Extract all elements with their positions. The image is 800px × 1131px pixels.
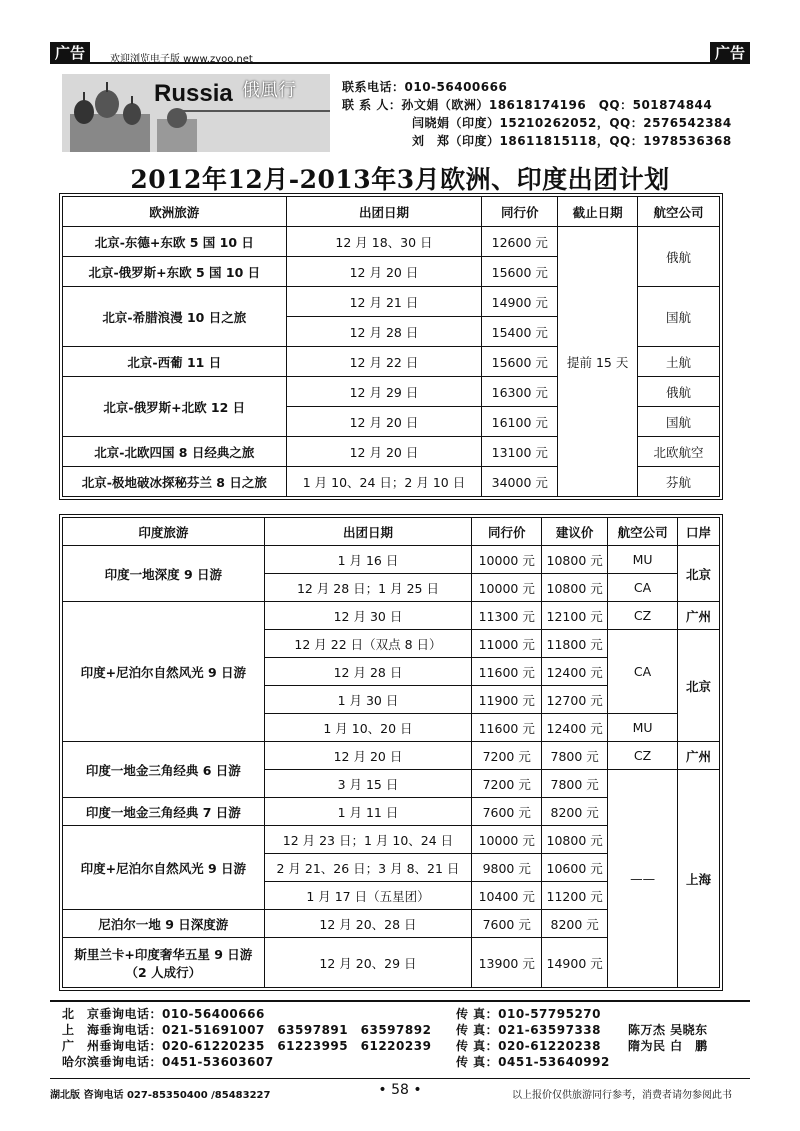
port-cell: 北京 xyxy=(678,630,720,742)
price-cell: 11300 元 xyxy=(472,602,542,630)
welcome-text: 欢迎浏览电子版 www.zyoo.net xyxy=(110,54,253,65)
hotline-beijing: 北 京垂询电话：010-56400666 xyxy=(62,1007,265,1021)
table-row xyxy=(63,546,720,574)
price-cell: 11900 元 xyxy=(472,686,542,714)
footer-left: 湖北版 咨询电话 027-85350400 /85483227 xyxy=(50,1090,271,1101)
port-cell: 北京 xyxy=(678,546,720,602)
airline-cell: CA xyxy=(608,630,678,714)
date-cell: 12 月 30 日 xyxy=(264,602,472,630)
ad-label-left: 广告 xyxy=(50,42,90,64)
date-cell: 12 月 22 日（双点 8 日） xyxy=(264,630,472,658)
hotline-harbin: 哈尔滨垂询电话：0451-53603607 xyxy=(62,1055,274,1069)
suggest-cell: 8200 元 xyxy=(542,910,608,938)
suggest-cell: 12700 元 xyxy=(542,686,608,714)
date-cell: 12 月 23 日；1 月 10、24 日 xyxy=(264,826,472,854)
port-cell: 上海 xyxy=(678,770,720,988)
suggest-cell: 10800 元 xyxy=(542,826,608,854)
header-europe-price: 同行价 xyxy=(482,197,558,227)
hotline-guangzhou: 广 州垂询电话：020-61220235 61223995 61220239 xyxy=(62,1039,432,1053)
contact-person-3: 刘 郑（印度）18611815118，QQ：1978536368 xyxy=(412,134,732,148)
header-india-price: 同行价 xyxy=(472,518,542,546)
date-cell: 12 月 29 日 xyxy=(286,377,482,407)
logo-text: Russia xyxy=(154,80,233,107)
header-europe-deadline: 截止日期 xyxy=(558,197,638,227)
price-cell: 13100 元 xyxy=(482,437,558,467)
date-cell: 2 月 21、26 日；3 月 8、21 日 xyxy=(264,854,472,882)
page-title: 2012年12月-2013年3月欧洲、印度出团计划 xyxy=(130,165,670,194)
suggest-cell: 8200 元 xyxy=(542,798,608,826)
suggest-cell: 7800 元 xyxy=(542,742,608,770)
route-cell: 印度+尼泊尔自然风光 9 日游 xyxy=(63,602,265,742)
logo-subtext: 俄風行 xyxy=(242,80,296,101)
footer-divider xyxy=(50,1078,750,1079)
price-cell: 7200 元 xyxy=(472,742,542,770)
table-row xyxy=(63,602,720,630)
suggest-cell: 14900 元 xyxy=(542,938,608,988)
airline-cell: CZ xyxy=(608,602,678,630)
port-cell: 广州 xyxy=(678,602,720,630)
date-cell: 12 月 28 日；1 月 25 日 xyxy=(264,574,472,602)
price-cell: 16100 元 xyxy=(482,407,558,437)
suggest-cell: 12400 元 xyxy=(542,714,608,742)
suggest-cell: 10800 元 xyxy=(542,574,608,602)
date-cell: 1 月 17 日（五星团） xyxy=(264,882,472,910)
route-cell: 北京-北欧四国 8 日经典之旅 xyxy=(63,437,287,467)
ad-label-right: 广告 xyxy=(710,42,750,64)
price-cell: 7600 元 xyxy=(472,798,542,826)
suggest-cell: 11800 元 xyxy=(542,630,608,658)
date-cell: 3 月 15 日 xyxy=(264,770,472,798)
airline-cell: MU xyxy=(608,546,678,574)
route-cell: 印度一地金三角经典 6 日游 xyxy=(63,742,265,798)
fax-guangzhou: 传 真：020-61220238 xyxy=(456,1039,602,1053)
route-cell: 北京-西葡 11 日 xyxy=(63,347,287,377)
suggest-cell: 7800 元 xyxy=(542,770,608,798)
airline-cell: CZ xyxy=(608,742,678,770)
price-cell: 9800 元 xyxy=(472,854,542,882)
date-cell: 1 月 10、24 日；2 月 10 日 xyxy=(286,467,482,497)
airline-cell: —— xyxy=(608,770,678,988)
price-cell: 15400 元 xyxy=(482,317,558,347)
date-cell: 12 月 20 日 xyxy=(286,257,482,287)
suggest-cell: 10600 元 xyxy=(542,854,608,882)
fax-beijing: 传 真：010-57795270 xyxy=(456,1007,602,1021)
airline-cell: MU xyxy=(608,714,678,742)
airline-cell: 国航 xyxy=(638,287,720,347)
airline-cell: 国航 xyxy=(638,407,720,437)
route-cell: 北京-俄罗斯+北欧 12 日 xyxy=(63,377,287,437)
date-cell: 12 月 21 日 xyxy=(286,287,482,317)
suggest-cell: 12400 元 xyxy=(542,658,608,686)
header-india-date: 出团日期 xyxy=(264,518,472,546)
europe-table xyxy=(62,196,720,497)
airline-cell: 芬航 xyxy=(638,467,720,497)
route-cell: 印度+尼泊尔自然风光 9 日游 xyxy=(63,826,265,910)
table-row xyxy=(63,227,720,257)
price-cell: 14900 元 xyxy=(482,287,558,317)
airline-cell: 俄航 xyxy=(638,377,720,407)
route-cell: 尼泊尔一地 9 日深度游 xyxy=(63,910,265,938)
route-cell: 北京-俄罗斯+东欧 5 国 10 日 xyxy=(63,257,287,287)
route-cell: 北京-东德+东欧 5 国 10 日 xyxy=(63,227,287,257)
date-cell: 1 月 10、20 日 xyxy=(264,714,472,742)
price-cell: 34000 元 xyxy=(482,467,558,497)
hotline-shanghai: 上 海垂询电话：021-51691007 63597891 63597892 xyxy=(62,1023,432,1037)
date-cell: 12 月 18、30 日 xyxy=(286,227,482,257)
contacts-guangzhou: 隋为民 白 鹏 xyxy=(628,1039,708,1053)
date-cell: 1 月 16 日 xyxy=(264,546,472,574)
logo-banner xyxy=(62,74,330,152)
footer-right: 以上报价仅供旅游同行参考，消费者请勿参阅此书 xyxy=(512,1090,732,1101)
header-india-port: 口岸 xyxy=(678,518,720,546)
suggest-cell: 11200 元 xyxy=(542,882,608,910)
contact-phone: 联系电话：010-56400666 xyxy=(342,80,508,94)
suggest-cell: 10800 元 xyxy=(542,546,608,574)
price-cell: 13900 元 xyxy=(472,938,542,988)
airline-cell: 北欧航空 xyxy=(638,437,720,467)
bottom-divider xyxy=(50,1000,750,1002)
route-cell: 北京-极地破冰探秘芬兰 8 日之旅 xyxy=(63,467,287,497)
fax-shanghai: 传 真：021-63597338 xyxy=(456,1023,602,1037)
price-cell: 15600 元 xyxy=(482,257,558,287)
date-cell: 12 月 20、29 日 xyxy=(264,938,472,988)
contact-person-1: 联 系 人：孙文娟（欧洲）18618174196 QQ：501874844 xyxy=(342,98,713,112)
price-cell: 16300 元 xyxy=(482,377,558,407)
route-cell: 北京-希腊浪漫 10 日之旅 xyxy=(63,287,287,347)
price-cell: 10400 元 xyxy=(472,882,542,910)
price-cell: 7200 元 xyxy=(472,770,542,798)
header-india-suggest: 建议价 xyxy=(542,518,608,546)
route-cell: 印度一地深度 9 日游 xyxy=(63,546,265,602)
price-cell: 11000 元 xyxy=(472,630,542,658)
contacts-shanghai: 陈万杰 吴晓东 xyxy=(628,1023,708,1037)
deadline-cell: 提前 15 天 xyxy=(558,227,638,497)
price-cell: 7600 元 xyxy=(472,910,542,938)
header-india-route: 印度旅游 xyxy=(63,518,265,546)
date-cell: 12 月 20 日 xyxy=(264,742,472,770)
price-cell: 10000 元 xyxy=(472,826,542,854)
price-cell: 15600 元 xyxy=(482,347,558,377)
date-cell: 12 月 20 日 xyxy=(286,407,482,437)
contact-person-2: 闫晓娟（印度）15210262052，QQ：2576542384 xyxy=(412,116,732,130)
route-cell: 斯里兰卡+印度奢华五星 9 日游（2 人成行） xyxy=(63,938,265,988)
top-divider xyxy=(50,62,750,64)
table-row xyxy=(63,742,720,770)
header-india-airline: 航空公司 xyxy=(608,518,678,546)
header-europe-airline: 航空公司 xyxy=(638,197,720,227)
airline-cell: CA xyxy=(608,574,678,602)
date-cell: 12 月 28 日 xyxy=(264,658,472,686)
fax-harbin: 传 真：0451-53640992 xyxy=(456,1055,610,1069)
date-cell: 1 月 30 日 xyxy=(264,686,472,714)
price-cell: 12600 元 xyxy=(482,227,558,257)
suggest-cell: 12100 元 xyxy=(542,602,608,630)
india-table xyxy=(62,517,720,988)
date-cell: 12 月 22 日 xyxy=(286,347,482,377)
price-cell: 11600 元 xyxy=(472,658,542,686)
route-cell: 印度一地金三角经典 7 日游 xyxy=(63,798,265,826)
price-cell: 11600 元 xyxy=(472,714,542,742)
date-cell: 12 月 20、28 日 xyxy=(264,910,472,938)
airline-cell: 俄航 xyxy=(638,227,720,287)
page-number: • 58 • xyxy=(378,1082,422,1098)
date-cell: 1 月 11 日 xyxy=(264,798,472,826)
port-cell: 广州 xyxy=(678,742,720,770)
airline-cell: 土航 xyxy=(638,347,720,377)
price-cell: 10000 元 xyxy=(472,574,542,602)
header-europe-date: 出团日期 xyxy=(286,197,482,227)
date-cell: 12 月 20 日 xyxy=(286,437,482,467)
date-cell: 12 月 28 日 xyxy=(286,317,482,347)
header-europe-route: 欧洲旅游 xyxy=(63,197,287,227)
price-cell: 10000 元 xyxy=(472,546,542,574)
